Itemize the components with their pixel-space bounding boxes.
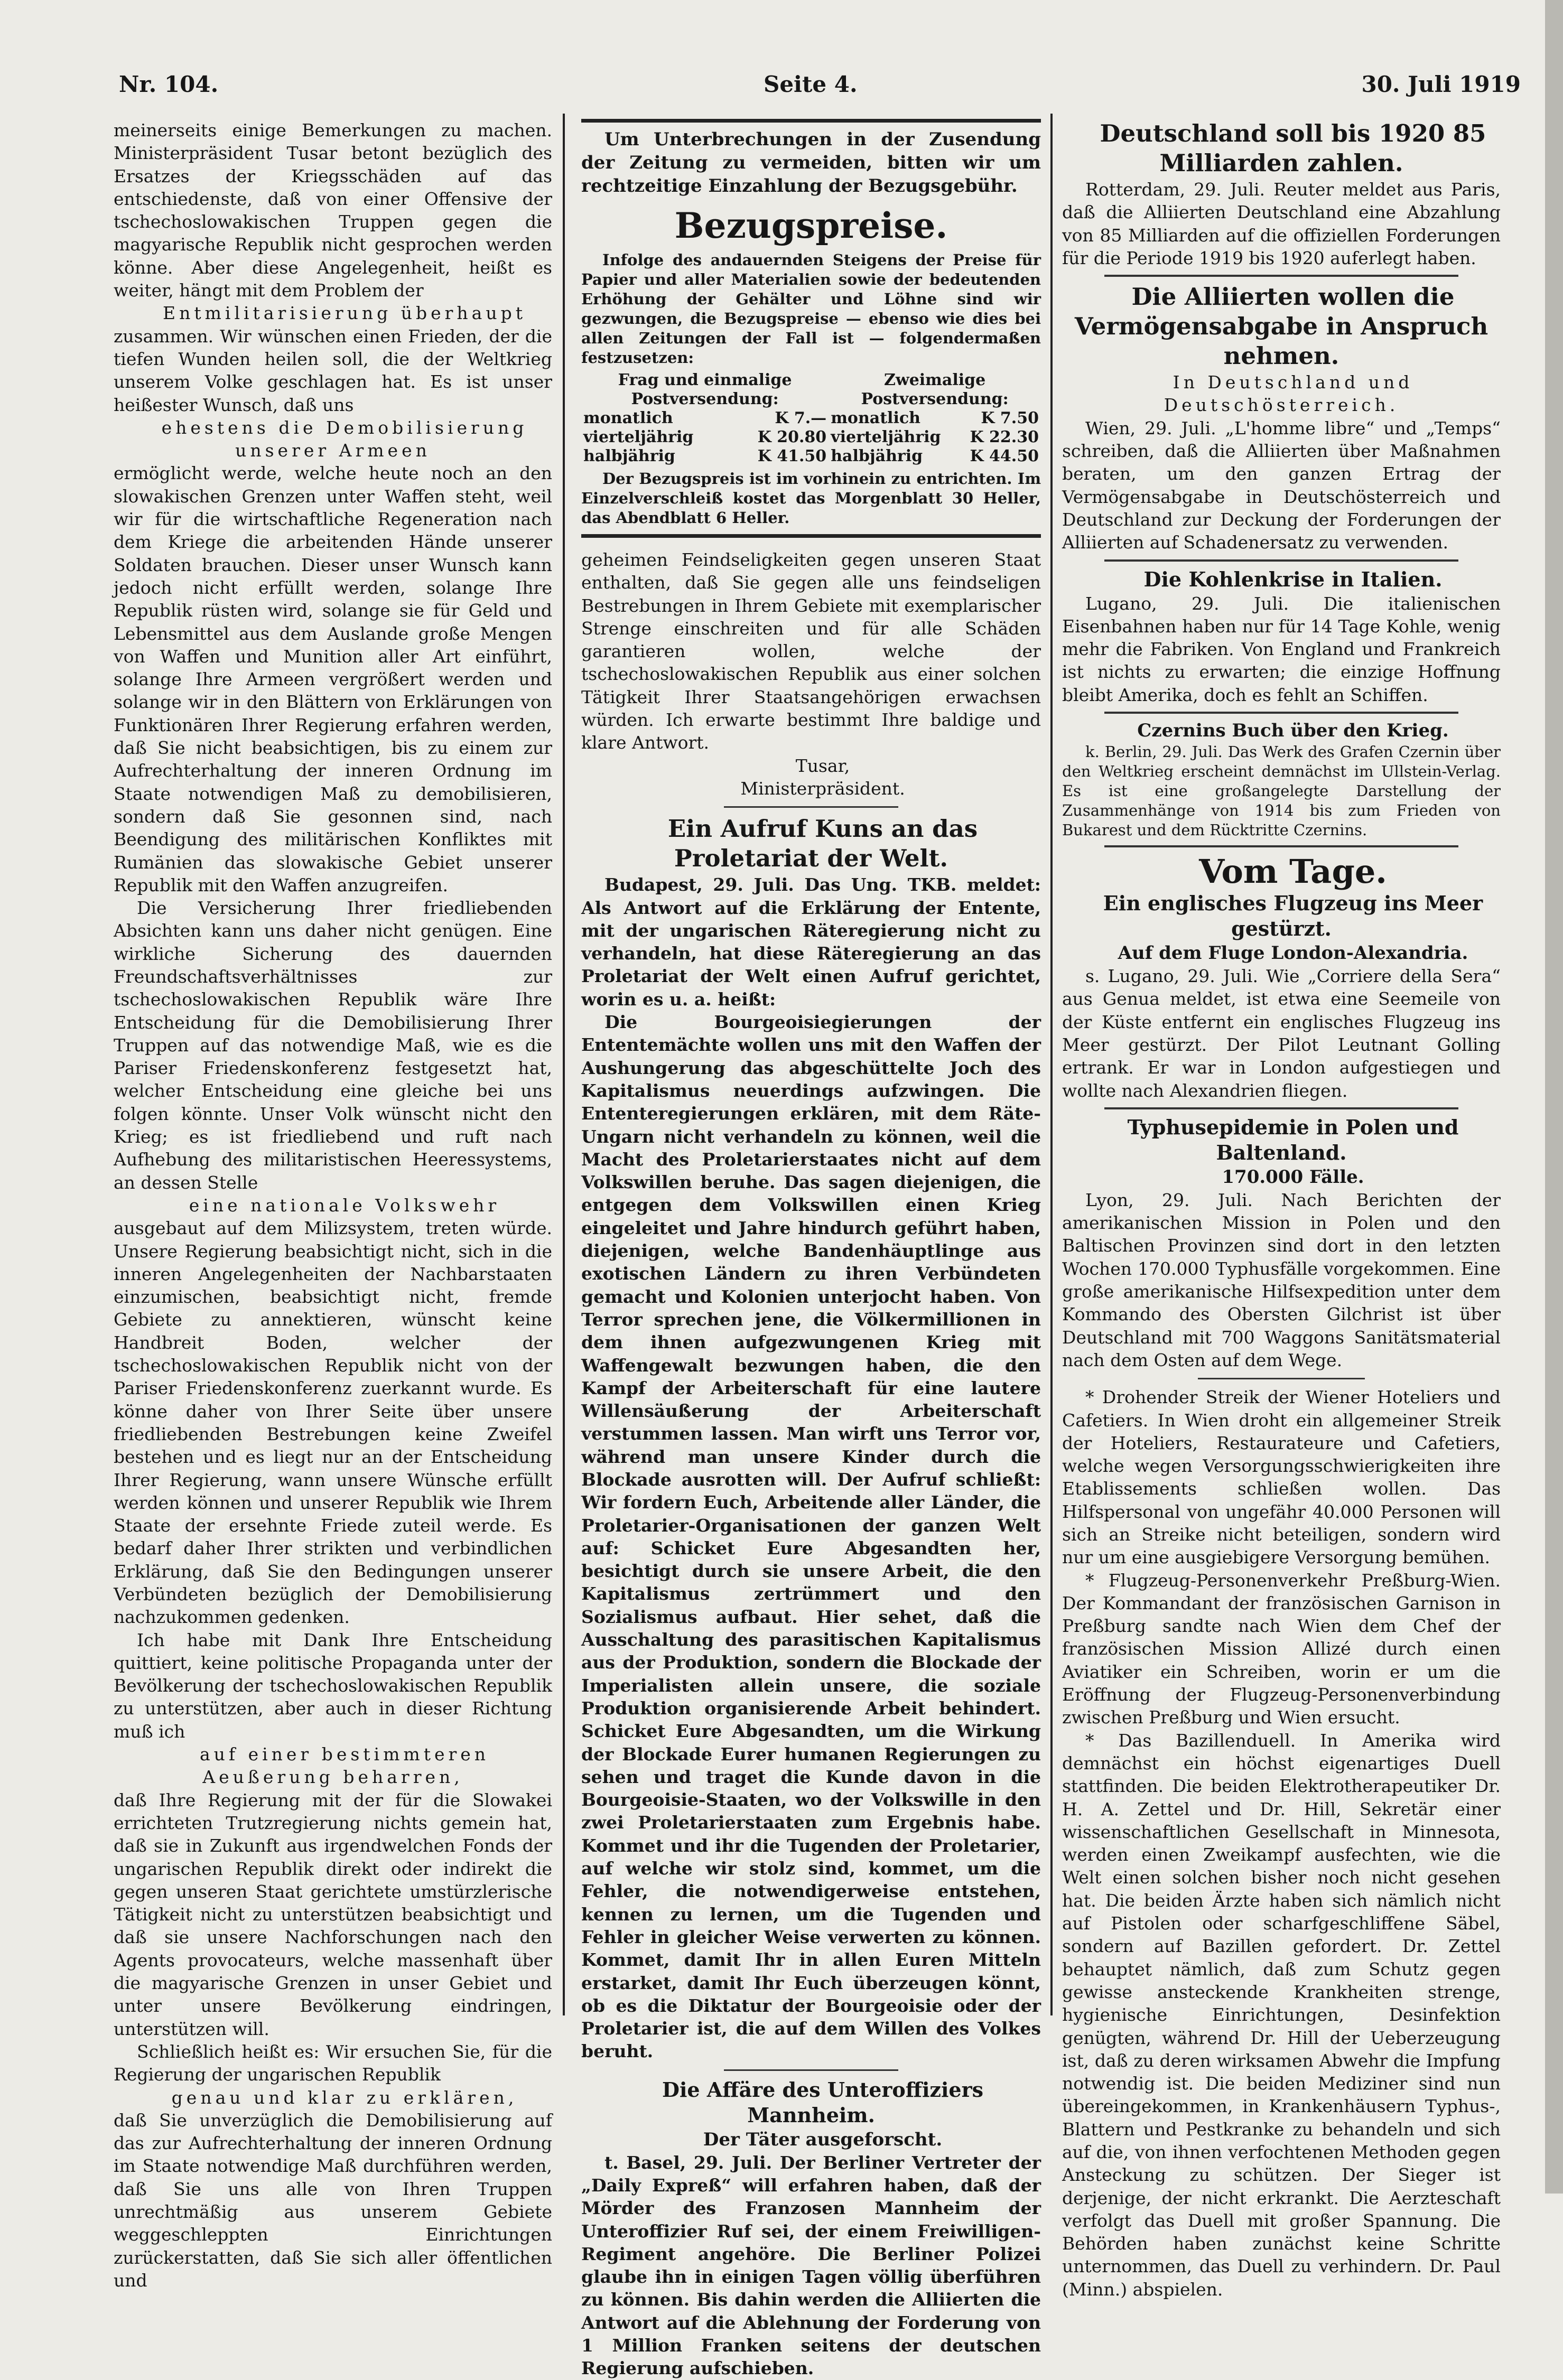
price-row xyxy=(581,428,1041,447)
paragraph: meinerseits einige Bemerkungen zu machen. Ministerpräsident Tusar betont bezüglich des Ersatzes der Kriegsschäden auf das entschiedenste, daß von einer Offensive der tschechoslowakischen Truppen gegen die magyarische Republik nicht gesprochen werden könne. Aber diese Angelegenheit, heißt es weiter, hängt mit dem Problem der xyxy=(114,120,552,301)
headline: 170.000 Fälle. xyxy=(1222,1166,1364,1188)
headline: Auf dem Fluge London-Alexandria. xyxy=(1118,942,1468,964)
price-label: monatlich xyxy=(831,409,920,427)
paragraph: Schließlich heißt es: Wir ersuchen Sie, für die Regierung der ungarischen Republik xyxy=(114,2041,552,2085)
headline: Ein Aufruf Kuns an das Proletariat der Welt. xyxy=(667,815,978,873)
headline: Die Affäre des Unteroffiziers Mannheim. xyxy=(662,2077,983,2127)
headline: Deutschland soll bis 1920 85 Milliarden zahlen. xyxy=(1100,119,1486,177)
subscription-title: Bezugspreise. xyxy=(674,205,948,246)
paragraph: * Flugzeug-Personenverkehr Preßburg-Wien. Der Kommandant der französischen Garnison in Preßburg sandte nach Wien dem Chef der französischen Mission Allizé durch einen Aviatiker ein Schreiben, worin er um die Eröffnung der Flugzeug-Personenverbindung zwischen Preßburg und Wien ersucht. xyxy=(1062,1570,1501,1728)
section-divider xyxy=(1198,1378,1364,1379)
subscription-footnote: Der Bezugspreis ist im vorhinein zu entrichten. Im Einzelverschleiß kostet das Morgenblatt 30 Heller, das Abendblatt 6 Heller. xyxy=(581,470,1041,527)
paragraph: t. Basel, 29. Juli. Der Berliner Vertreter der „Daily Expreß“ will erfahren haben, daß der Mörder des Franzosen Mannheim der Unteroffizier Ruf sei, der einem Freiwilligen-Regiment angehöre. Die Berliner Polizei glaube ihn in einigen Tagen völlig überführen zu können. Bis dahin werden die Alliierten die Antwort auf die Ablehnung der Forderung von 1 Million Franken seitens der deutschen Regierung aufschieben. xyxy=(581,2152,1041,2379)
paragraph: ausgebaut auf dem Milizsystem, treten würde. Unsere Regierung beabsichtigt nicht, sich in die inneren Angelegenheiten der Nachbarstaaten einzumischen, beabsichtigt nicht, fremde Gebiete zu annektieren, wünscht keine Handbreit Boden, welcher der tschechoslowakischen Republik nicht von der Pariser Friedenskonferenz zuerkannt wurde. Es könne daher von Ihrer Seite über unsere friedliebenden Bestrebungen keine Zweifel bestehen und es liegt nur an der Entscheidung Ihrer Regierung, wann unsere Wünsche erfüllt werden können und unserer Republik wie Ihrem Staate der ersehnte Friede zuteil werde. Es bedarf daher Ihrer strikten und verbindlichen Erklärung, daß Sie den Bedingungen unserer Verbündeten bezüglich der Demobilisierung nachzukommen gedenken. xyxy=(114,1218,552,1628)
headline: Der Täter ausgeforscht. xyxy=(703,2129,943,2150)
price-label: halbjährig xyxy=(831,447,923,465)
issue-date: 30. Juli 1919 xyxy=(1361,71,1521,97)
paragraph: Rotterdam, 29. Juli. Reuter meldet aus Paris, daß die Alliierten Deutschland eine Abzahlung von 85 Milliarden auf die offiziellen Forderungen für die Periode 1919 bis 1920 auferlegt haben. xyxy=(1062,179,1501,268)
paragraph: ermöglicht werde, welche heute noch an den slowakischen Grenzen unter Waffen steht, weil wir für die wirtschaftliche Regeneration nach dem Kriege die arbeitenden Hände unserer Soldaten brauchen. Dieser unser Wunsch kann jedoch nicht erfüllt werden, solange Ihre Republik rüsten wird, solange sie für Geld und Lebensmittel aus dem Auslande große Mengen von Waffen und Munition aller Art einführt, solange Ihre Armeen vergrößert werden und solange wir in den Blättern von Erklärungen von Funktionären Ihrer Regierung erfahren werden, daß Sie nicht beabsichtigen, bis zu einem zur Aufrechterhaltung der inneren Ordnung im Staate notwendigen Maß zu demobilisieren, sondern daß Sie gesonnen sind, nach Beendigung des militärischen Konfliktes mit Rumänien das slowakische Gebiet unserer Republik mit den Waffen anzugreifen. xyxy=(114,463,552,895)
paragraph: Die Versicherung Ihrer friedliebenden Absichten kann uns daher nicht genügen. Eine wirkliche Sicherung des dauernden Freundschaftsverhältnisses zur tschechoslowakischen Republik wäre Ihre Entscheidung für die Demobilisierung Ihrer Truppen auf das notwendige Maß, wie es die Pariser Friedenskonferenz festgesetzt hat, welcher Entscheidung eine gleiche bei uns folgen könnte. Unser Volk wünscht nicht den Krieg; es ist friedliebend und ruft nach Aufhebung des militaristischen Heeressystems, an dessen Stelle xyxy=(114,898,552,1193)
price-label: halbjährig xyxy=(583,447,675,465)
section-divider xyxy=(724,806,899,808)
paragraph: zusammen. Wir wünschen einen Frieden, der die tiefen Wunden heilen soll, die der Weltkrieg unserem Volke geschlagen hat. Es ist unser heißester Wunsch, daß uns xyxy=(114,325,552,415)
headline: Ein englisches Flugzeug ins Meer gestürzt. xyxy=(1103,891,1483,941)
signature-line: Tusar, xyxy=(795,755,850,776)
headline: Die Alliierten wollen die Vermögensabgabe in Anspruch nehmen. xyxy=(1074,283,1488,370)
spaced-emphasis: auf einer bestimmteren Aeußerung beharren, xyxy=(199,1744,490,1788)
paragraph: Lugano, 29. Juli. Die italienischen Eisenbahnen haben nur für 14 Tage Kohle, wenig mehr die Fabriken. Von England und Frankreich ist nichts zu erwarten; die einzige Hoffnung bleibt Amerika, doch es fehlt an Schiffen. xyxy=(1062,593,1501,705)
subscription-box xyxy=(581,119,1041,538)
price-value: K 41.50 xyxy=(757,447,827,465)
paragraph: daß Ihre Regierung mit der für die Slowakei errichteten Trutzregierung nichts gemein hat, daß sie in Zukunft aus irgendwelchen Fonds der ungarischen Republik direkt oder indirekt die gegen unseren Staat gerichtete umstürzlerische Tätigkeit nicht zu unterstützen beabsichtigt und daß sie unsere Nachforschungen nach den Agents provocateurs, welche massenhaft über die magyarische Grenzen in unser Gebiet und unter unsere Bevölkerung eindringen, unterstützen will. xyxy=(114,1789,552,2039)
headline: Czernins Buch über den Krieg. xyxy=(1137,720,1449,742)
price-table xyxy=(581,371,1041,466)
spaced-emphasis: ehestens die Demobilisierung unserer Armeen xyxy=(161,417,528,461)
page-header xyxy=(119,71,1521,108)
section-divider xyxy=(1104,559,1458,562)
price-value: K 44.50 xyxy=(970,447,1039,465)
price-head-left: Frag und einmalige Postversendung: xyxy=(618,371,792,408)
column-rule-left xyxy=(563,114,565,2015)
spaced-emphasis: eine nationale Volkswehr xyxy=(189,1194,500,1216)
price-label: vierteljährig xyxy=(831,428,941,446)
paragraph: k. Berlin, 29. Juli. Das Werk des Grafen Czernin über den Weltkrieg erscheint demnächst im Ullstein-Verlag. Es ist eine großangelegte Darstellung der Zusammenhänge von 1914 bis zum Frieden von Bukarest und dem Rücktritte Czernins. xyxy=(1062,743,1501,839)
signature-line: Ministerpräsident. xyxy=(740,778,905,799)
column-2 xyxy=(581,119,1041,2380)
paragraph: geheimen Feindseligkeiten gegen unseren Staat enthalten, daß Sie gegen alle uns feindseligen Bestrebungen in Ihrem Gebiete mit exemplarischer Strenge einschreiten und für alle Schäden garantieren wollen, welche der tschechoslowakischen Republik aus einer solchen Tätigkeit Ihrer Staatsangehörigen erwachsen würden. Ich erwarte bestimmt Ihre baldige und klare Antwort. xyxy=(581,549,1041,753)
price-value: K 7.— xyxy=(775,409,827,427)
spaced-emphasis: Entmilitarisierung überhaupt xyxy=(163,303,526,324)
payment-notice: Um Unterbrechungen in der Zusendung der Zeitung zu vermeiden, bitten wir um rechtzeitige Einzahlung der Bezugsgebühr. xyxy=(581,129,1041,197)
price-label: monatlich xyxy=(583,409,673,427)
column-rule-right xyxy=(1050,114,1053,2015)
column-2-body xyxy=(581,548,1041,2380)
price-head-right: Zweimalige Postversendung: xyxy=(861,371,1009,408)
paragraph: Budapest, 29. Juli. Das Ung. TKB. meldet: Als Antwort auf die Erklärung der Entente, mit der ungarischen Räteregierung nicht zu verhandeln, hat diese Räteregierung an das Proletariat der Welt einen Aufruf gerichtet, worin es u. a. heißt: xyxy=(581,874,1041,1010)
price-value: K 20.80 xyxy=(757,428,827,446)
headline: Vom Tage. xyxy=(1199,852,1387,891)
price-value: K 7.50 xyxy=(981,409,1039,427)
paragraph: daß Sie unverzüglich die Demobilisierung auf das zur Aufrechterhaltung der inneren Ordnung im Staate notwendige Maß durchführen werden, daß Sie uns alle von Ihren Truppen unrechtmäßig aus unserem Gebiete weggeschleppten Einrichtungen zurückerstatten, daß Sie sich aller öffentlichen und xyxy=(114,2110,552,2291)
paragraph: Lyon, 29. Juli. Nach Berichten der amerikanischen Mission in Polen und den Baltischen Provinzen sind dort in den letzten Wochen 170.000 Typhusfälle vorgekommen. Eine große amerikanische Hilfsexpedition unter dem Kommando des Obersten Gilchrist ist über Deutschland mit 700 Waggons Sanitätsmaterial nach dem Osten auf dem Wege. xyxy=(1062,1189,1501,1370)
price-label: vierteljährig xyxy=(583,428,694,446)
paragraph: * Das Bazillenduell. In Amerika wird demnächst ein höchst eigenartiges Duell stattfinden. Die beiden Elektrotherapeutiker Dr. H. A. Zettel und Dr. Hill, Sekretär einer wissenschaftlichen Gesellschaft in Minnesota, werden einen Zweikampf ausfechten, wie die Welt einen solchen bisher noch nicht gesehen hat. Die beiden Ärzte haben sich nämlich nicht auf Pistolen oder scharfgeschliffene Säbel, sondern auf Bazillen gefordert. Dr. Zettel behauptet nämlich, daß zum Schutz gegen gewisse ansteckende Krankheiten strenge, hygienische Einrichtungen, Desinfektion genügten, während Dr. Hill der Ueberzeugung ist, daß zu deren wirksamen Abwehr die Impfung notwendig ist. Die beiden Mediziner sind nun übereingekommen, in Krankenhäusern Typhus-, Blattern und Pestkranke zu behandeln und sich auf die, von ihnen verfochtenen Methoden gegen Ansteckung zu schützen. Der Sieger ist derjenige, der nicht erkrankt. Die Aerzteschaft verfolgt das Duell mit großer Spannung. Die Behörden haben zunächst keine Schritte unternommen, das Duell zu verhindern. Dr. Paul (Minn.) abspielen. xyxy=(1062,1730,1501,2300)
section-divider xyxy=(1104,275,1458,277)
paragraph: Wien, 29. Juli. „L'homme libre“ und „Temps“ schreiben, daß die Alliierten über Maßnahmen beraten, um den ganzen Ertrag der Vermögensabgabe in Deutschösterreich und Deutschland zur Deckung der Forderungen der Alliierten auf Schadenersatz zu verwenden. xyxy=(1062,417,1501,553)
price-row xyxy=(581,447,1041,466)
paragraph: s. Lugano, 29. Juli. Wie „Corriere della Sera“ aus Genua meldet, ist etwa eine Seemeile von der Küste entfernt ein englisches Flugzeug ins Meer gestürzt. Der Pilot Leutnant Golling ertrank. Er war in London aufgestiegen und wollte nach Alexandrien fliegen. xyxy=(1062,966,1501,1101)
spaced-emphasis: In Deutschland und Deutschösterreich. xyxy=(1164,372,1413,416)
column-3 xyxy=(1062,119,1501,2301)
column-1 xyxy=(114,119,552,2292)
price-row xyxy=(581,409,1041,428)
headline: Typhusepidemie in Polen und Baltenland. xyxy=(1127,1115,1459,1164)
page-number: Seite 4. xyxy=(764,71,858,97)
section-divider xyxy=(1104,845,1458,847)
paragraph: * Drohender Streik der Wiener Hoteliers und Cafetiers. In Wien droht ein allgemeiner Streik der Hoteliers, Restaurateure und Cafetiers, welche wegen Versorgungsschwierigkeiten ihre Etablissements schließen wollen. Das Hilfspersonal von ungefähr 40.000 Personen will sich an Streike nicht beteiligen, sondern wird nur um eine ausgiebigere Versorgung bemühen. xyxy=(1062,1387,1501,1568)
section-divider xyxy=(1104,712,1458,714)
subscription-intro: Infolge des andauernden Steigens der Preise für Papier und aller Materialien sowie der bedeutenden Erhöhung der Gehälter und Löhne sind wir gezwungen, die Bezugspreise — ebenso wie dies bei allen Zeitungen der Fall ist — folgendermaßen festzusetzen: xyxy=(581,251,1041,367)
section-divider xyxy=(1104,1107,1458,1109)
issue-number: Nr. 104. xyxy=(119,71,219,97)
paragraph: Ich habe mit Dank Ihre Entscheidung quittiert, keine politische Propaganda unter der Bevölkerung der tschechoslowakischen Republik zu unterstützen, aber auch in dieser Richtung muß ich xyxy=(114,1629,552,1742)
headline: Die Kohlenkrise in Italien. xyxy=(1143,567,1443,591)
spaced-emphasis: genau und klar zu erklären, xyxy=(171,2087,518,2108)
paragraph: Die Bourgeoisiegierungen der Ententemächte wollen uns mit den Waffen der Aushungerung das abgeschüttelte Joch des Kapitalismus neuerdings aufzwingen. Die Ententeregierungen erklären, mit dem Räte-Ungarn nicht verhandeln zu können, weil die Macht des Proletarierstaates nicht auf dem Volkswillen beruhe. Das sagen diejenigen, die entgegen dem Volkswillen einen Krieg eingeleitet und Jahre hindurch geführt haben, diejenigen, welche Bandenhäuptlinge aus exotischen Ländern zu ihren Verbündeten gemacht und Kolonien unterjocht haben. Von Terror sprechen jene, die Völkermillionen in dem ihnen aufgezwungenen Krieg mit Waffengewalt bezwungen haben, die den Kampf der Arbeiterschaft für eine lautere Willensäußerung der Arbeiterschaft verstummen lassen. Man wirft uns Terror vor, während man unsere Kinder durch die Blockade ausrotten will. Der Aufruf schließt: Wir fordern Euch, Arbeitende aller Länder, die Proletarier-Organisationen der ganzen Welt auf: Schicket Eure Abgesandten her, besichtigt durch sie unsere Arbeit, die den Kapitalismus zertrümmert und den Sozialismus aufbaut. Hier sehet, daß die Ausschaltung des parasitischen Kapitalismus aus der Produktion, sondern die Blockade der Imperialisten allein unsere, die soziale Produktion organisierende Arbeit behindert. Schicket Eure Abgesandten, um die Wirkung der Blockade Eurer humanen Regierungen zu sehen und traget die Kunde davon in die Bourgeoisie-Staaten, wo der Volkswille in den zwei Proletarierstaaten zum Ergebnis habe. Kommet und ihr die Tugenden der Proletarier, auf welche wir stolz sind, kommet, um die Fehler, die notwendigerweise entstehen, kennen zu lernen, um die Tugenden und Fehler in gleicher Weise verwerten zu können. Kommet, damit Ihr in allen Euren Mitteln erstarket, damit Ihr Euch überzeugen könnt, ob es die Diktatur der Bourgeoisie oder der Proletarier ist, die auf dem Willen des Volkes beruht. xyxy=(581,1012,1041,2062)
page-gutter xyxy=(1545,0,1563,2194)
section-divider xyxy=(724,2069,899,2071)
price-value: K 22.30 xyxy=(970,428,1039,446)
